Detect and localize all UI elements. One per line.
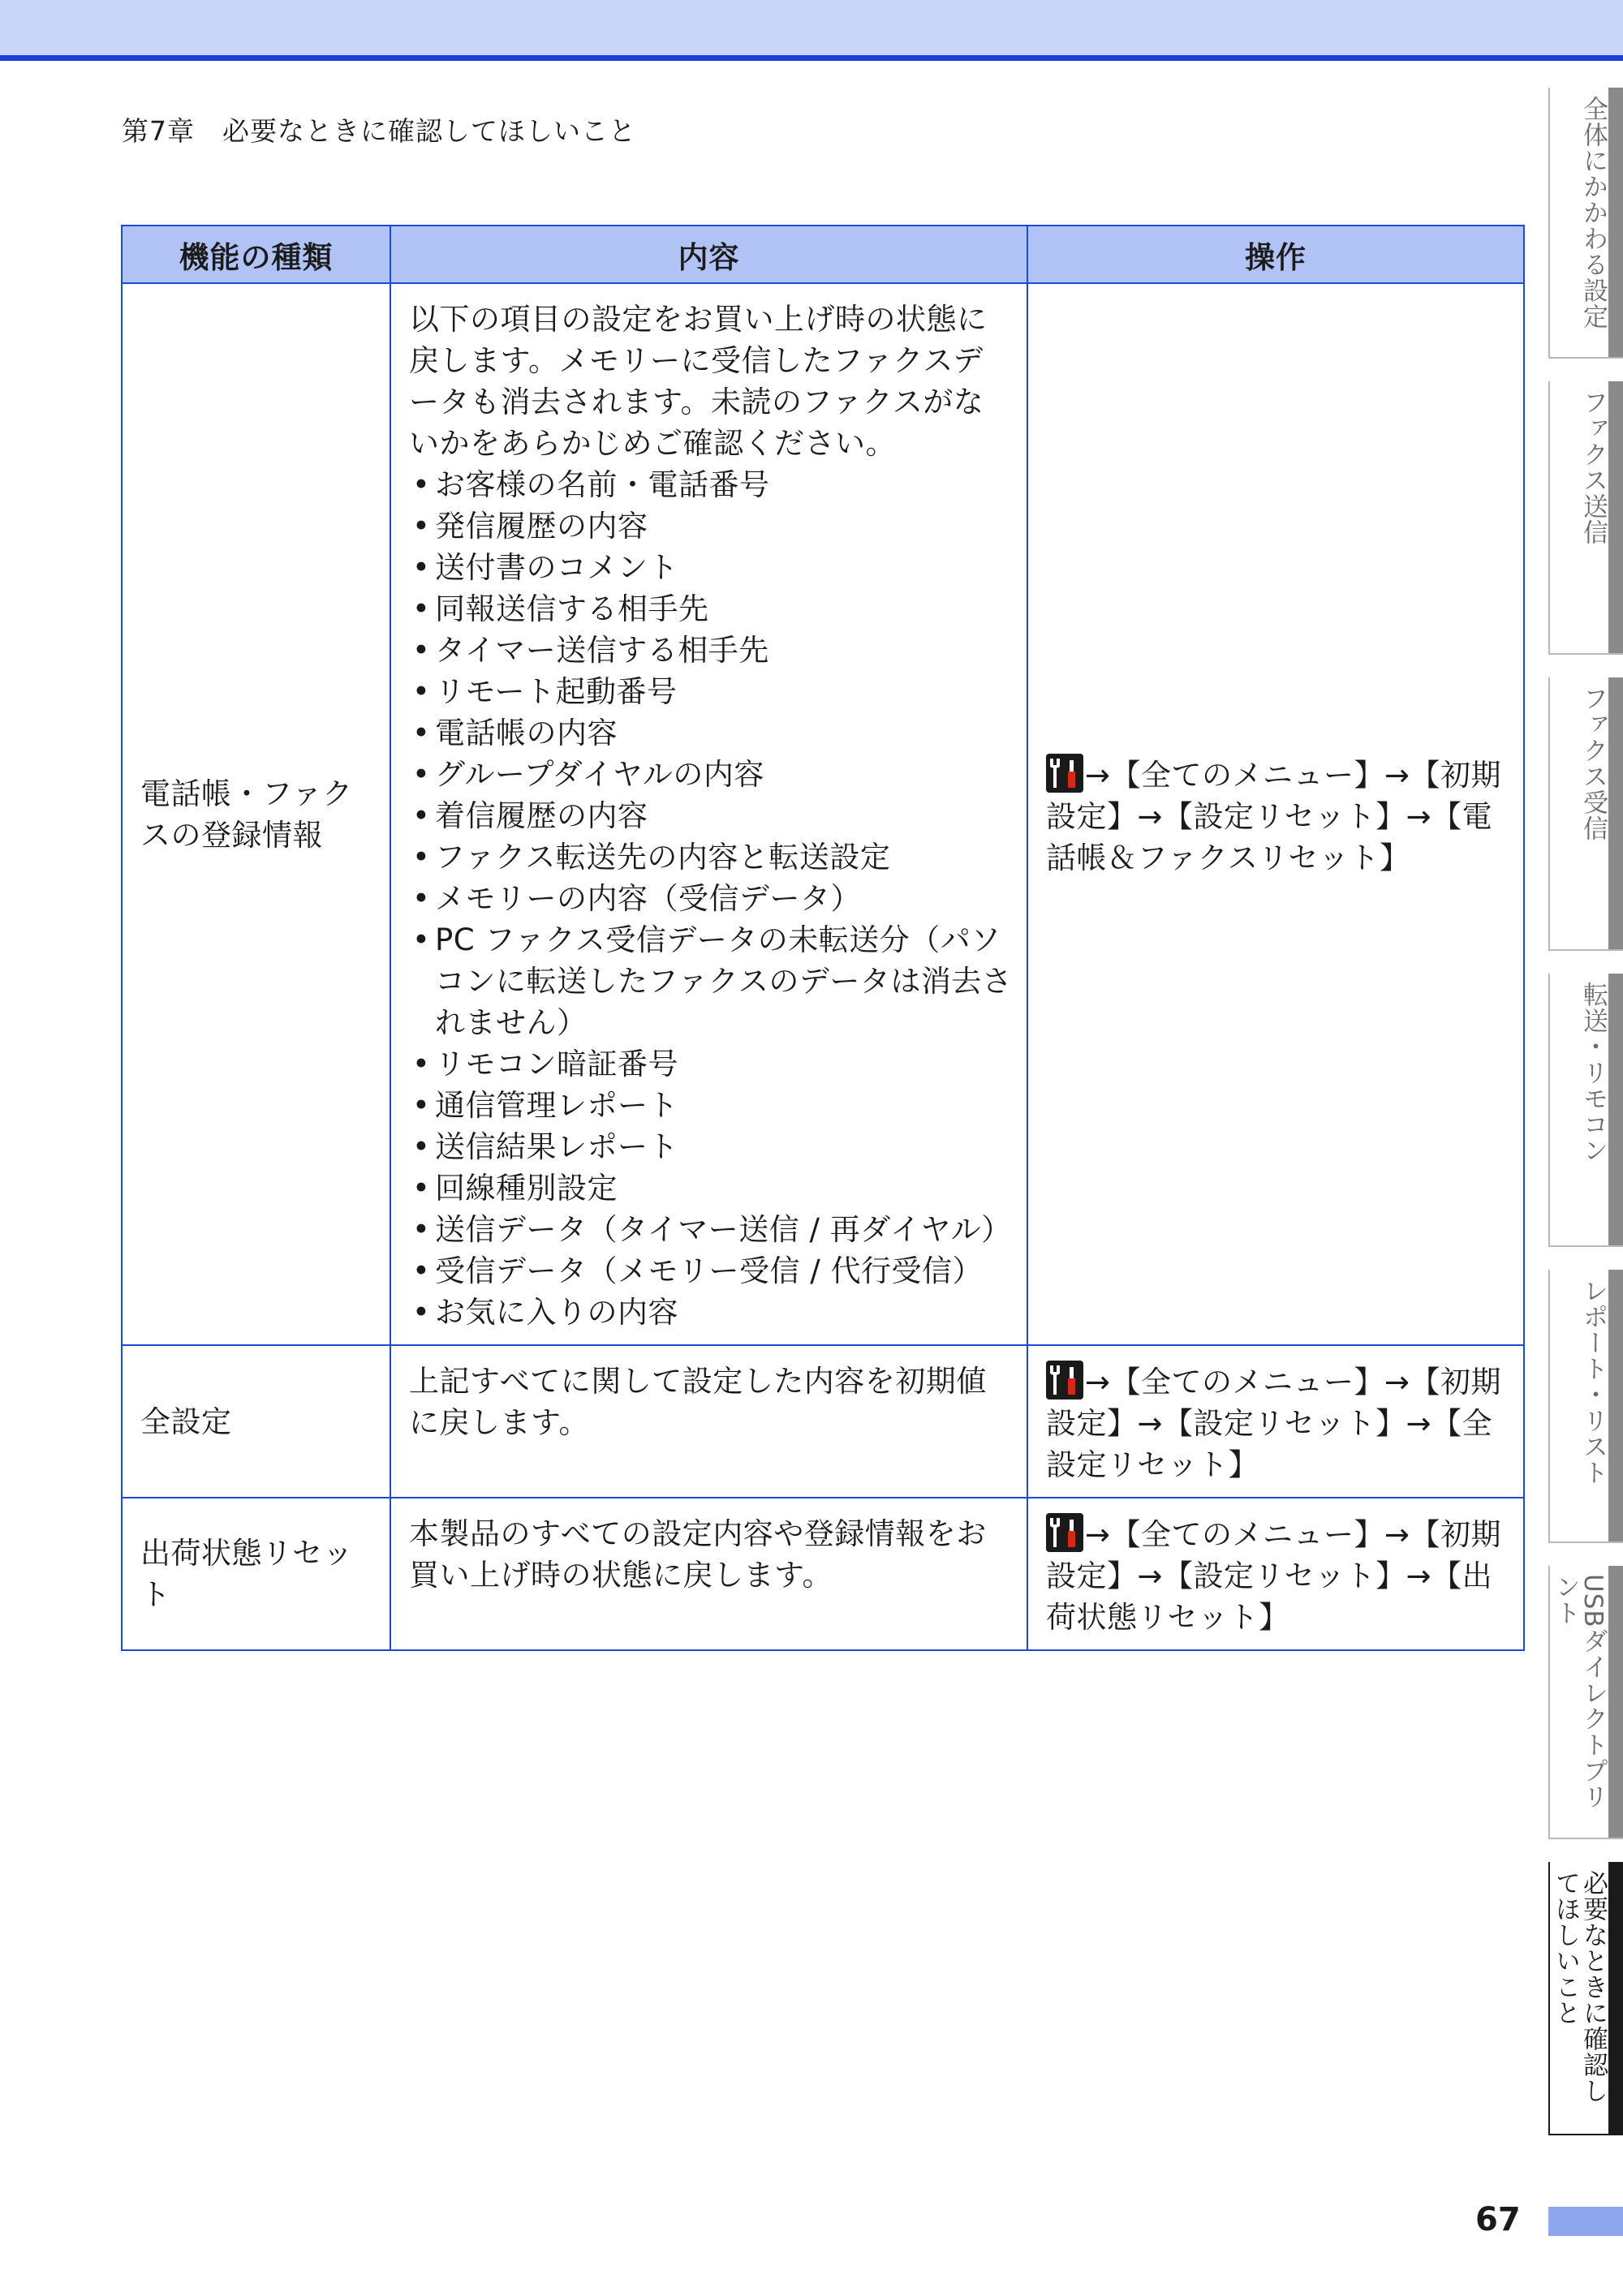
operation-path: →【全てのメニュー】→【初期設定】→【設定リセット】→【出荷状態リセット】 xyxy=(1046,1517,1502,1635)
side-tab-label: 転送・リモコン xyxy=(1578,982,1608,1163)
side-tab-label: ファクス受信 xyxy=(1578,686,1608,841)
list-item: • 通信管理レポート xyxy=(409,1085,1014,1126)
list-item: • リモート起動番号 xyxy=(409,671,1014,712)
list-item: • 送付書のコメント xyxy=(409,547,1014,588)
list-item: • 同報送信する相手先 xyxy=(409,588,1014,630)
side-tab-fax-receive[interactable] xyxy=(1548,677,1623,951)
list-item: • お客様の名前・電話番号 xyxy=(409,464,1014,505)
side-tab-label: レポート・リスト xyxy=(1578,1278,1608,1486)
list-item: • メモリーの内容（受信データ） xyxy=(409,878,1014,919)
side-tab-label: USBダイレクトプリント xyxy=(1551,1574,1608,1810)
list-item: • 発信履歴の内容 xyxy=(409,505,1014,547)
side-tab-label: ファクス送信 xyxy=(1578,389,1608,545)
settings-tools-icon xyxy=(1046,1361,1083,1400)
list-item: • 送信結果レポート xyxy=(409,1126,1014,1167)
side-tab-usb-direct-print[interactable] xyxy=(1548,1566,1623,1839)
side-tab-bar xyxy=(1608,974,1623,1245)
chapter-title: 第7章 必要なときに確認してほしいこと xyxy=(122,115,636,147)
side-tab-bar xyxy=(1608,1566,1623,1838)
operation-cell xyxy=(1027,283,1524,1345)
content-intro: 上記すべてに関して設定した内容を初期値に戻します。 xyxy=(409,1364,987,1440)
list-item: • お気に入りの内容 xyxy=(409,1292,1014,1333)
list-item: • 受信データ（メモリー受信 / 代行受信） xyxy=(409,1250,1014,1292)
list-item: • 着信履歴の内容 xyxy=(409,795,1014,836)
side-tab-bar xyxy=(1608,88,1623,357)
side-tab-bar xyxy=(1608,1862,1623,2134)
side-tab-bar xyxy=(1608,677,1623,949)
side-tab-bar xyxy=(1608,1270,1623,1541)
top-rule xyxy=(0,55,1623,61)
list-item: • タイマー送信する相手先 xyxy=(409,630,1014,671)
column-header-content: 内容 xyxy=(390,226,1027,283)
operation-path: →【全てのメニュー】→【初期設定】→【設定リセット】→【全設定リセット】 xyxy=(1046,1365,1502,1482)
content-intro: 以下の項目の設定をお買い上げ時の状態に戻します。メモリーに受信したファクスデータも消去されます。未読のファクスがないかをあらかじめご確認ください。 xyxy=(409,302,988,461)
top-band xyxy=(0,0,1623,55)
side-tab-label: 全体にかかわる設定 xyxy=(1578,96,1608,329)
page-number: 67 xyxy=(1475,2201,1521,2238)
table-row xyxy=(122,283,1524,1345)
content-intro: 本製品のすべての設定内容や登録情報をお買い上げ時の状態に戻します。 xyxy=(409,1516,987,1593)
list-item: • グループダイヤルの内容 xyxy=(409,754,1014,795)
list-item: • 電話帳の内容 xyxy=(409,712,1014,754)
reset-items-list xyxy=(409,464,1014,1333)
operation-cell xyxy=(1027,1345,1524,1498)
table-row xyxy=(122,1498,1524,1650)
reset-function-table xyxy=(121,225,1525,1651)
side-tab-general-settings[interactable] xyxy=(1548,88,1623,359)
side-tab-forward-remote[interactable] xyxy=(1548,974,1623,1247)
list-item: • 回線種別設定 xyxy=(409,1167,1014,1209)
settings-tools-icon xyxy=(1046,1513,1083,1552)
table-header-row xyxy=(122,226,1524,283)
table-row xyxy=(122,1345,1524,1498)
operation-cell xyxy=(1027,1498,1524,1650)
list-item: • リモコン暗証番号 xyxy=(409,1043,1014,1085)
side-tab-troubleshooting[interactable] xyxy=(1548,1862,1623,2135)
function-kind-cell: 出荷状態リセット xyxy=(122,1498,390,1650)
function-kind-cell: 全設定 xyxy=(122,1345,390,1498)
function-kind-cell: 電話帳・ファクスの登録情報 xyxy=(122,283,390,1345)
content-cell xyxy=(390,283,1027,1345)
column-header-kind: 機能の種類 xyxy=(122,226,390,283)
side-tab-bar xyxy=(1608,381,1623,653)
side-tab-report-list[interactable] xyxy=(1548,1270,1623,1543)
column-header-operation: 操作 xyxy=(1027,226,1524,283)
list-item: • 送信データ（タイマー送信 / 再ダイヤル） xyxy=(409,1209,1014,1250)
list-item: • PC ファクス受信データの未転送分（パソコンに転送したファクスのデータは消去されません） xyxy=(409,919,1014,1043)
side-tab-label: 必要なときに確認してほしいこと xyxy=(1551,1870,1608,2104)
operation-path: →【全てのメニュー】→【初期設定】→【設定リセット】→【電話帳＆ファクスリセット】 xyxy=(1046,757,1502,875)
content-cell xyxy=(390,1345,1027,1498)
settings-tools-icon xyxy=(1046,754,1083,793)
page-number-bar xyxy=(1548,2207,1623,2236)
list-item: • ファクス転送先の内容と転送設定 xyxy=(409,836,1014,878)
content-cell xyxy=(390,1498,1027,1650)
side-tab-fax-send[interactable] xyxy=(1548,381,1623,655)
